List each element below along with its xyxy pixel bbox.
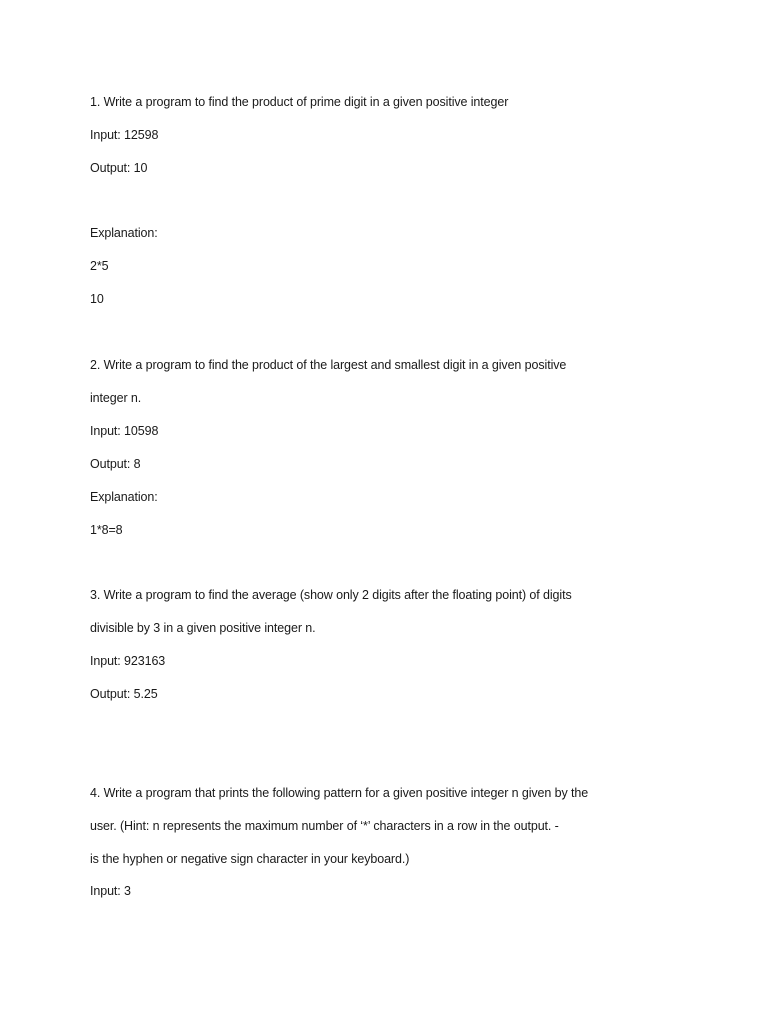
q4-input: Input: 3 (90, 884, 131, 898)
q3-prompt-line1: 3. Write a program to find the average (show only 2 digits after the floating point) of digits (90, 588, 572, 602)
q2-input: Input: 10598 (90, 424, 159, 438)
q3-prompt-line2: divisible by 3 in a given positive integer n. (90, 621, 316, 635)
q1-prompt: 1. Write a program to find the product of prime digit in a given positive integer (90, 95, 509, 109)
q4-prompt-line3: is the hyphen or negative sign character in your keyboard.) (90, 852, 410, 866)
q4-prompt-line1: 4. Write a program that prints the following pattern for a given positive integer n given by the (90, 786, 589, 800)
q2-output: Output: 8 (90, 457, 141, 471)
q2-explanation-label: Explanation: (90, 490, 158, 504)
q3-input: Input: 923163 (90, 654, 166, 668)
q2-explanation-step1: 1*8=8 (90, 523, 123, 537)
q1-output: Output: 10 (90, 161, 148, 175)
q4-prompt-line2: user. (Hint: n represents the maximum number of ‘*’ characters in a row in the output. - (90, 819, 559, 833)
q2-prompt-line2: integer n. (90, 391, 142, 405)
q1-explanation-step2: 10 (90, 292, 104, 306)
q3-output: Output: 5.25 (90, 687, 158, 701)
q1-explanation-label: Explanation: (90, 226, 158, 240)
q1-explanation-step1: 2*5 (90, 259, 109, 273)
q2-prompt-line1: 2. Write a program to find the product of the largest and smallest digit in a given positive (90, 358, 567, 372)
q1-input: Input: 12598 (90, 128, 159, 142)
